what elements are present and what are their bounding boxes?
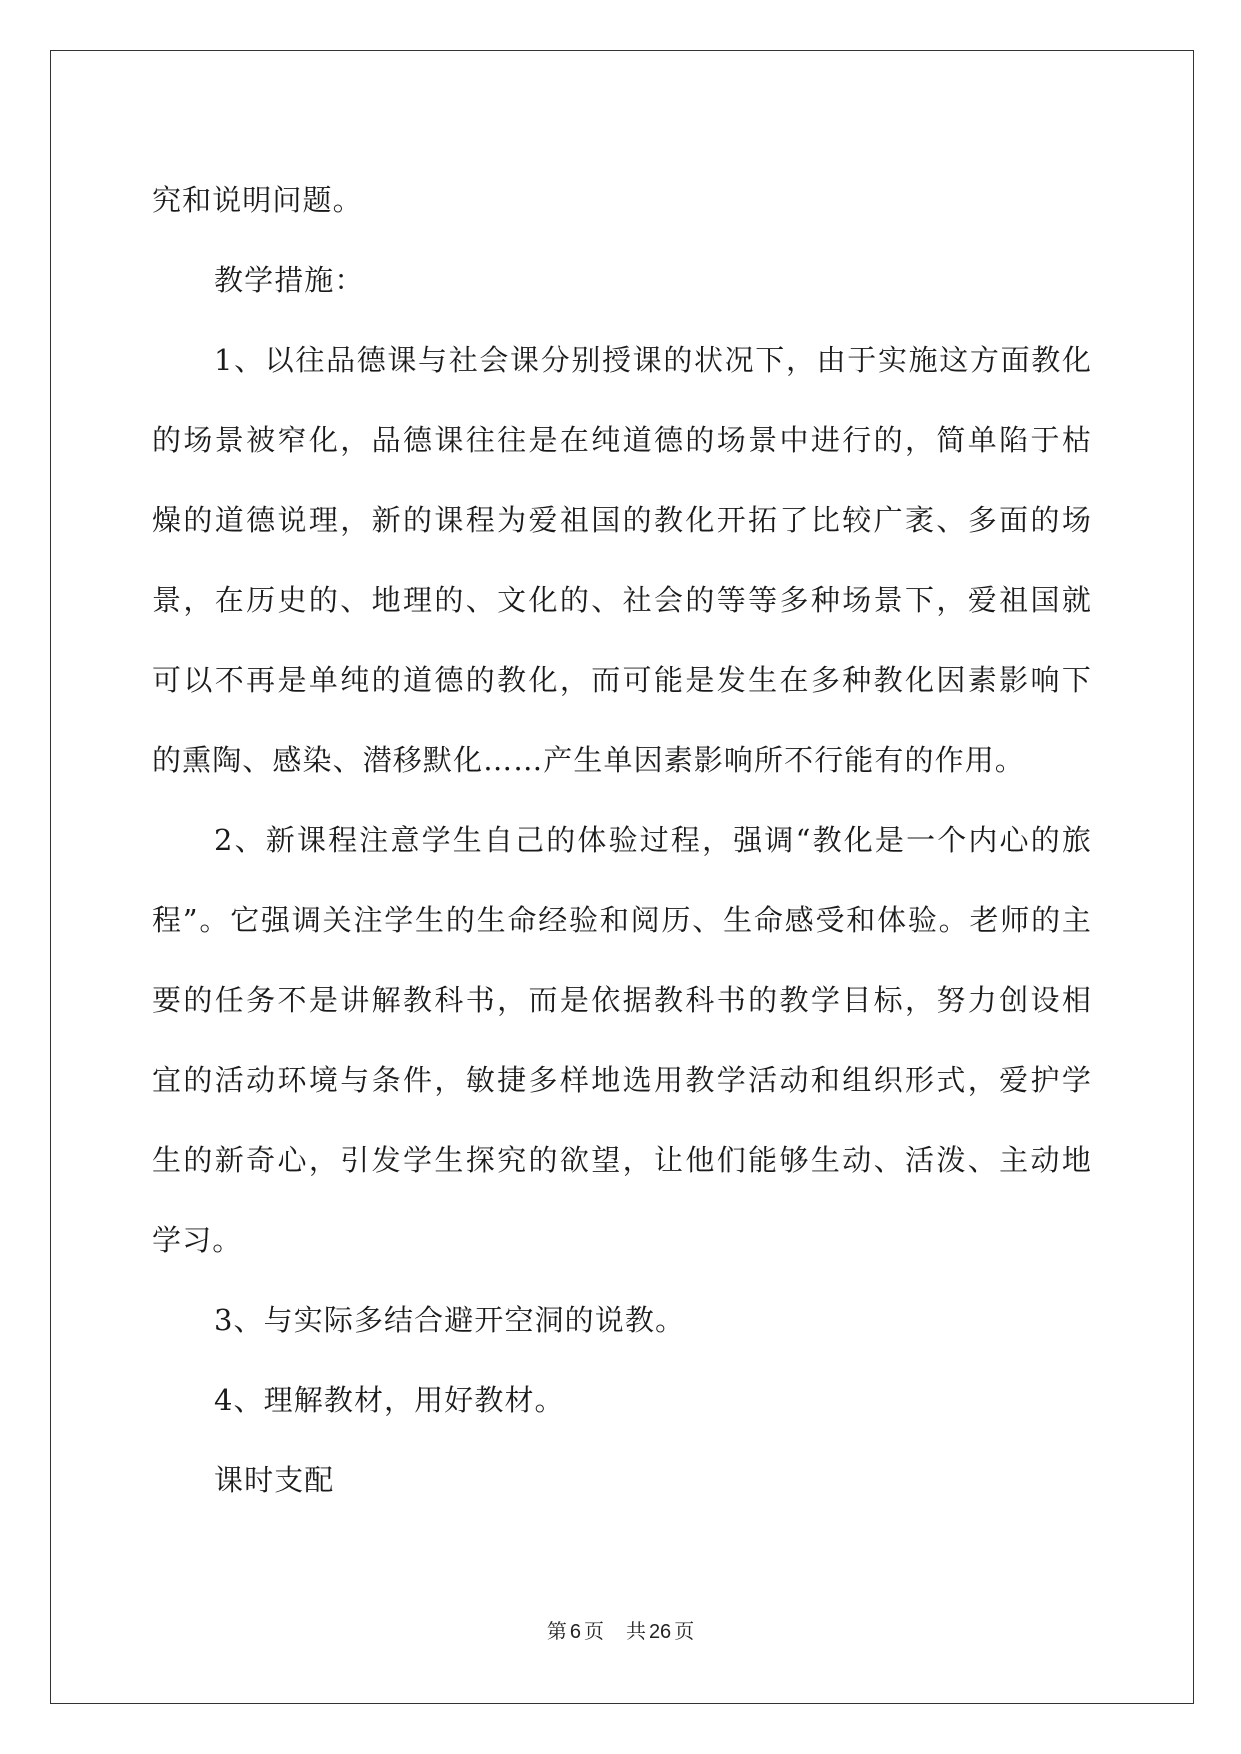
page-total-suffix: 页 bbox=[674, 1619, 695, 1643]
text-line: 的熏陶、感染、潜移默化……产生单因素影响所不行能有的作用。 bbox=[152, 743, 1025, 777]
page-number-current: 6 bbox=[569, 1621, 581, 1643]
text-line: 究和说明问题。 bbox=[152, 183, 363, 217]
text-line: 可以不再是单纯的道德的教化，而可能是发生在多种教化因素影响下 bbox=[152, 663, 1092, 697]
text-line: 3、与实际多结合避开空洞的说教。 bbox=[214, 1303, 686, 1337]
page-total-prefix: 共 bbox=[625, 1619, 646, 1643]
page-total: 26 bbox=[648, 1621, 672, 1643]
document-body bbox=[152, 160, 1092, 1520]
text-line: 景，在历史的、地理的、文化的、社会的等等多种场景下，爱祖国就 bbox=[152, 583, 1092, 617]
text-line: 程”。它强调关注学生的生命经验和阅历、生命感受和体验。老师的主 bbox=[152, 903, 1092, 937]
text-line: 的场景被窄化，品德课往往是在纯道德的场景中进行的，简单陷于枯 bbox=[152, 423, 1092, 457]
text-line: 2、新课程注意学生自己的体验过程，强调“教化是一个内心的旅 bbox=[214, 823, 1092, 857]
section-heading-lesson-arrangement: 课时支配 bbox=[214, 1463, 335, 1497]
page-number-prefix: 第 bbox=[546, 1619, 567, 1643]
text-line: 学习。 bbox=[152, 1223, 243, 1257]
text-line: 1、以往品德课与社会课分别授课的状况下，由于实施这方面教化 bbox=[214, 343, 1092, 377]
section-heading-teaching-measures: 教学措施： bbox=[214, 263, 365, 297]
page-footer bbox=[0, 1615, 1241, 1644]
text-line: 生的新奇心，引发学生探究的欲望，让他们能够生动、活泼、主动地 bbox=[152, 1143, 1092, 1177]
text-line: 4、理解教材，用好教材。 bbox=[214, 1383, 565, 1417]
text-line: 要的任务不是讲解教科书，而是依据教科书的教学目标，努力创设相 bbox=[152, 983, 1092, 1017]
text-line: 宜的活动环境与条件，敏捷多样地选用教学活动和组织形式，爱护学 bbox=[152, 1063, 1092, 1097]
page-number-suffix: 页 bbox=[583, 1619, 604, 1643]
text-line: 燥的道德说理，新的课程为爱祖国的教化开拓了比较广袤、多面的场 bbox=[152, 503, 1092, 537]
